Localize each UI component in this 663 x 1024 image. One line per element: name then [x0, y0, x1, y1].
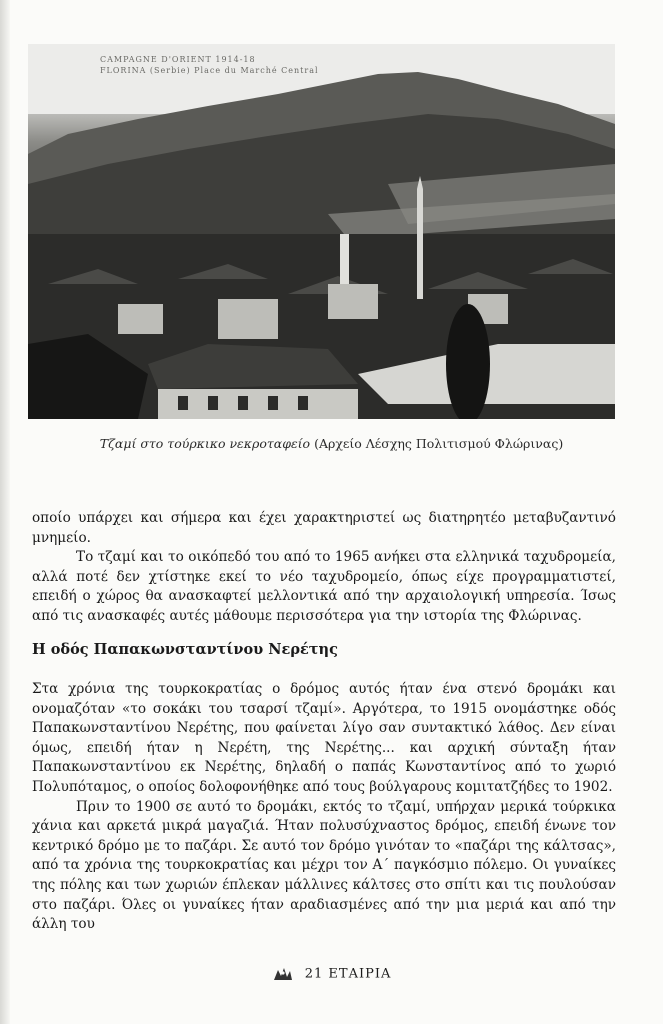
photo-inscription	[100, 54, 319, 76]
photo-caption	[0, 436, 663, 451]
page-spine-shadow	[0, 0, 10, 1024]
paragraph-3: Στα χρόνια της τουρκοκρατίας ο δρόμος αυτός ήταν ένα στενό δρομάκι και ονομαζόταν «το σοκάκι του τσαρσί τζαμί». Αργότερα, το 1915 ονομάστηκε οδός Παπακωνσταντίνου Νερέτης, που φαίνεται λίγο σαν συντακτικό λάθος. Δεν είναι όμως, επειδή ήταν η Νερέτη, της Νερέτης... και αρχική σύνταξη ήταν Παπακωνσταντίνου εκ Νερέτης, δηλαδή ο παπάς Κωνσταντίνος από το χωριό Πολυπόταμος, ο οποίος δολοφονήθηκε από τους βούλγαρους κομιτατζήδες το 1902.	[32, 681, 616, 795]
society-logo-icon	[272, 966, 294, 982]
footer-title: ΕΤΑΙΡΙΑ	[328, 966, 392, 982]
page-number: 21	[304, 966, 324, 982]
body-text-bottom	[32, 680, 616, 935]
page-footer	[0, 966, 663, 982]
paragraph-1: οποίο υπάρχει και σήμερα και έχει χαρακτηριστεί ως διατηρητέο μεταβυζαντινό μνημείο.	[32, 510, 616, 546]
historical-photo	[28, 44, 615, 419]
caption-italic: Τζαμί στο τούρκικο νεκροταφείο	[99, 436, 311, 451]
photo-scene	[28, 44, 615, 419]
paragraph-4: Πριν το 1900 σε αυτό το δρομάκι, εκτός το τζαμί, υπήρχαν μερικά τούρκικα χάνια και αρκετά μικρά μαγαζιά. Ήταν πολυσύχναστος δρόμος, επειδή ένωνε τον κεντρικό δρόμο με το παζάρι. Σε αυτό τον δρόμο γινόταν το «παζάρι της κάλτσας», από τα χρόνια της τουρκοκρατίας και μέχρι τον Α΄ παγκόσμιο πόλεμο. Οι γυναίκες της πόλης και των χωριών έπλεκαν μάλλινες κάλτσες στο σπίτι και τις πουλούσαν στο παζάρι. Όλες οι γυναίκες ήταν αραδιασμένες από την μια μεριά και από την άλλη του	[32, 798, 616, 933]
section-heading: Η οδός Παπακωνσταντίνου Νερέτης	[32, 641, 338, 658]
body-text-top	[32, 509, 616, 627]
caption-source: (Αρχείο Λέσχης Πολιτισμού Φλώρινας)	[314, 436, 564, 451]
photo-inscription-line1: CAMPAGNE D'ORIENT 1914-18	[100, 55, 256, 64]
paragraph-2: Το τζαμί και το οικόπεδό του από το 1965 ανήκει στα ελληνικά ταχυδρομεία, αλλά ποτέ δεν χτίστηκε εκεί το νέο ταχυδρομείο, όπως είχε προγραμματιστεί, επειδή ο χώρος θα ανασκαφτεί μελλοντικά από την αρχαιολογική υπηρεσία. Ίσως από τις ανασκαφές αυτές μάθουμε περισσότερα για την ιστορία της Φλώρινας.	[32, 549, 616, 624]
photo-inscription-line2: FLORINA (Serbie) Place du Marché Central	[100, 66, 319, 75]
